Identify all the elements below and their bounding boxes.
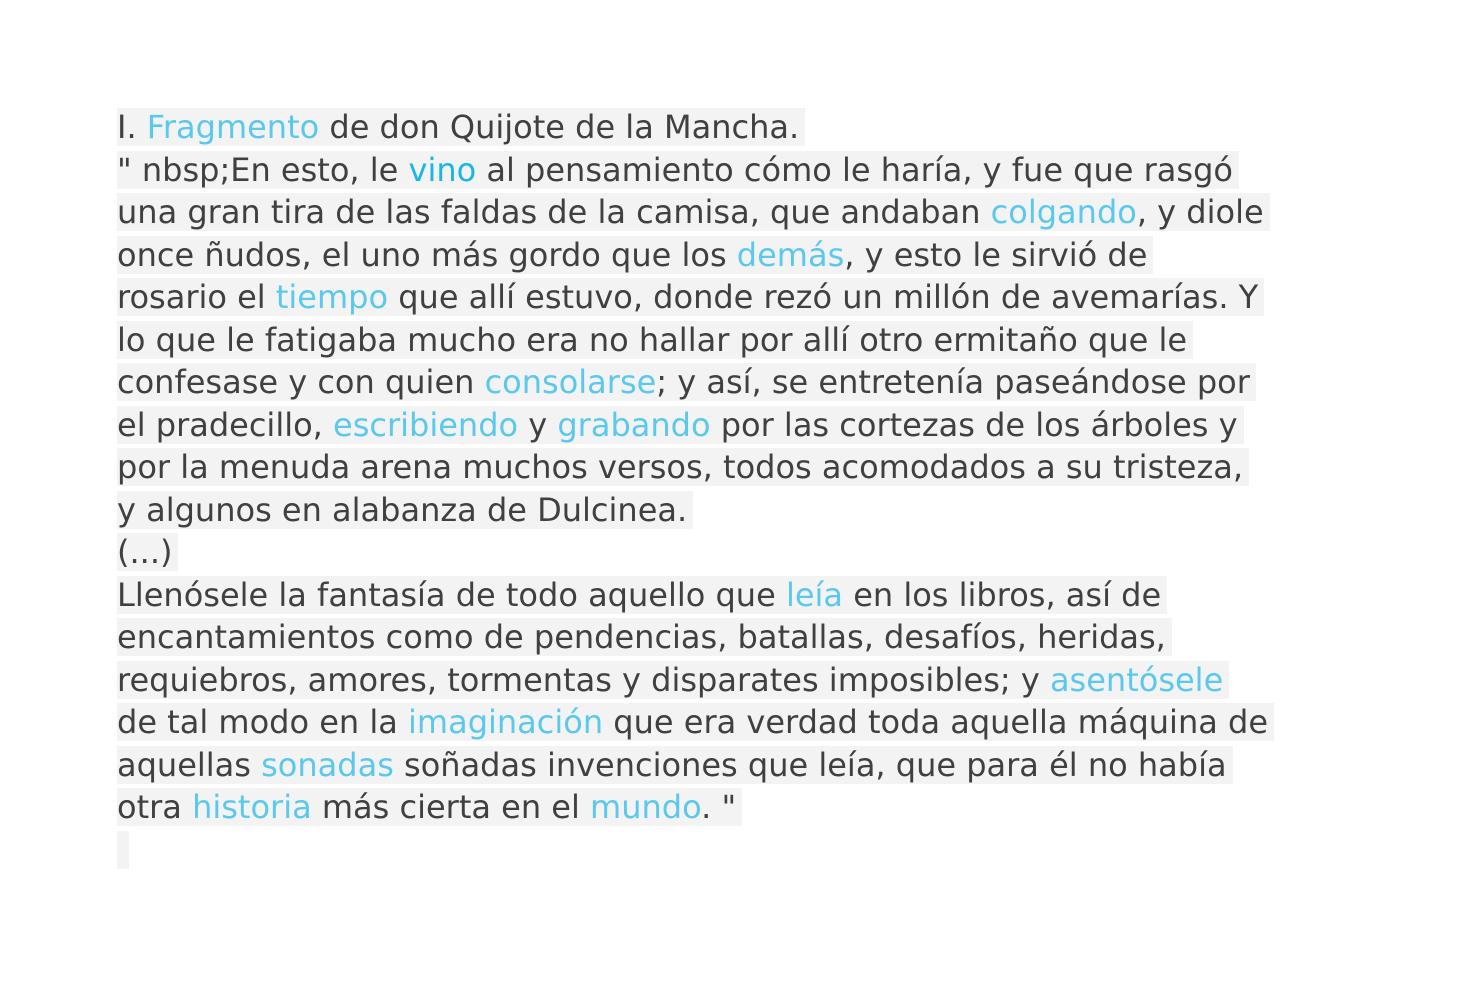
keyword-link: imaginación [408, 703, 604, 741]
text-segment: por las cortezas de los árboles y [710, 405, 1238, 444]
text-segment: rosario el [117, 278, 276, 316]
text-segment: encantamientos como de pendencias, batallas, desafíos, heridas, [117, 618, 1166, 656]
text-line [117, 786, 1417, 829]
text-line [117, 234, 1417, 277]
line-highlight [117, 533, 178, 571]
keyword-link: demás [736, 235, 845, 274]
line-highlight [117, 321, 1193, 359]
text-segment: soñadas invenciones que leía, que para él no había [393, 745, 1227, 784]
text-line [117, 106, 1417, 149]
text-line [117, 489, 1417, 532]
text-segment: lo que le fatigaba mucho era no hallar por allí otro ermitaño que le [117, 320, 1188, 359]
keyword-link: Fragmento [146, 108, 320, 146]
text-segment: más cierta en el [311, 788, 591, 826]
text-segment: (...) [117, 533, 173, 571]
line-highlight [117, 108, 805, 146]
text-segment: el pradecillo, [117, 405, 334, 444]
text-line [117, 531, 1417, 574]
line-highlight [117, 406, 1244, 444]
text-line [117, 446, 1417, 489]
keyword-link: colgando [990, 193, 1137, 231]
text-segment: al pensamiento cómo le haría, y fue que rasgó [476, 150, 1233, 189]
text-segment: requiebros, amores, tormentas y disparates imposibles; y [117, 660, 1050, 699]
keyword-link: consolarse [484, 363, 657, 401]
line-highlight [117, 448, 1249, 486]
text-segment: once ñudos, el uno más gordo que los [117, 235, 737, 274]
text-segment: . " [701, 788, 737, 826]
text-segment: " nbsp;En esto, le [117, 150, 409, 189]
keyword-link: historia [192, 788, 312, 826]
keyword-link: vino [408, 150, 477, 189]
text-segment: y algunos en alabanza de Dulcinea. [117, 490, 688, 529]
text-segment: , y diole [1136, 193, 1264, 231]
keyword-link: asentósele [1049, 660, 1224, 699]
text-line [117, 149, 1417, 192]
text-segment: que allí estuvo, donde rezó un millón de avemarías. Y [388, 278, 1259, 316]
line-highlight [117, 661, 1229, 699]
line-highlight [117, 618, 1172, 656]
keyword-link: escribiendo [333, 405, 519, 444]
text-segment: en los libros, así de [843, 575, 1162, 614]
text-segment: de don Quijote de la Mancha. [319, 108, 800, 146]
text-line [117, 659, 1417, 702]
line-highlight [117, 193, 1270, 231]
text-segment: que era verdad toda aquella máquina de [603, 703, 1268, 741]
keyword-link: grabando [557, 405, 711, 444]
line-highlight [117, 746, 1233, 784]
text-segment: otra [117, 788, 193, 826]
keyword-link: sonadas [261, 745, 394, 784]
line-highlight [117, 703, 1274, 741]
text-line [117, 616, 1417, 659]
text-segment: I. [117, 108, 147, 146]
text-lines [117, 106, 1417, 829]
line-highlight [117, 236, 1153, 274]
text-segment: una gran tira de las faldas de la camisa, que andaban [117, 193, 991, 231]
document-body [117, 106, 1417, 871]
line-highlight [117, 576, 1167, 614]
line-highlight [117, 151, 1239, 189]
text-line [117, 319, 1417, 362]
line-highlight [117, 278, 1264, 316]
keyword-link: tiempo [275, 278, 389, 316]
text-segment: ; y así, se entretenía paseándose por [656, 363, 1250, 401]
text-line [117, 744, 1417, 787]
line-highlight [117, 491, 693, 529]
text-line [117, 276, 1417, 319]
text-line [117, 574, 1417, 617]
empty-trailing-line [117, 829, 1417, 872]
text-segment: aquellas [117, 745, 262, 784]
text-line [117, 701, 1417, 744]
text-segment: confesase y con quien [117, 363, 485, 401]
text-segment: de tal modo en la [117, 703, 409, 741]
text-segment: por la menuda arena muchos versos, todos acomodados a su tristeza, [117, 448, 1244, 486]
empty-line-highlight [117, 831, 129, 869]
text-line [117, 361, 1417, 404]
line-highlight [117, 788, 742, 826]
text-segment: , y esto le sirvió de [844, 235, 1148, 274]
text-segment: Llenósele la fantasía de todo aquello que [117, 575, 786, 614]
line-highlight [117, 363, 1256, 401]
keyword-link: leía [785, 575, 844, 614]
keyword-link: mundo [590, 788, 702, 826]
text-segment: y [518, 405, 558, 444]
text-line [117, 404, 1417, 447]
text-line [117, 191, 1417, 234]
